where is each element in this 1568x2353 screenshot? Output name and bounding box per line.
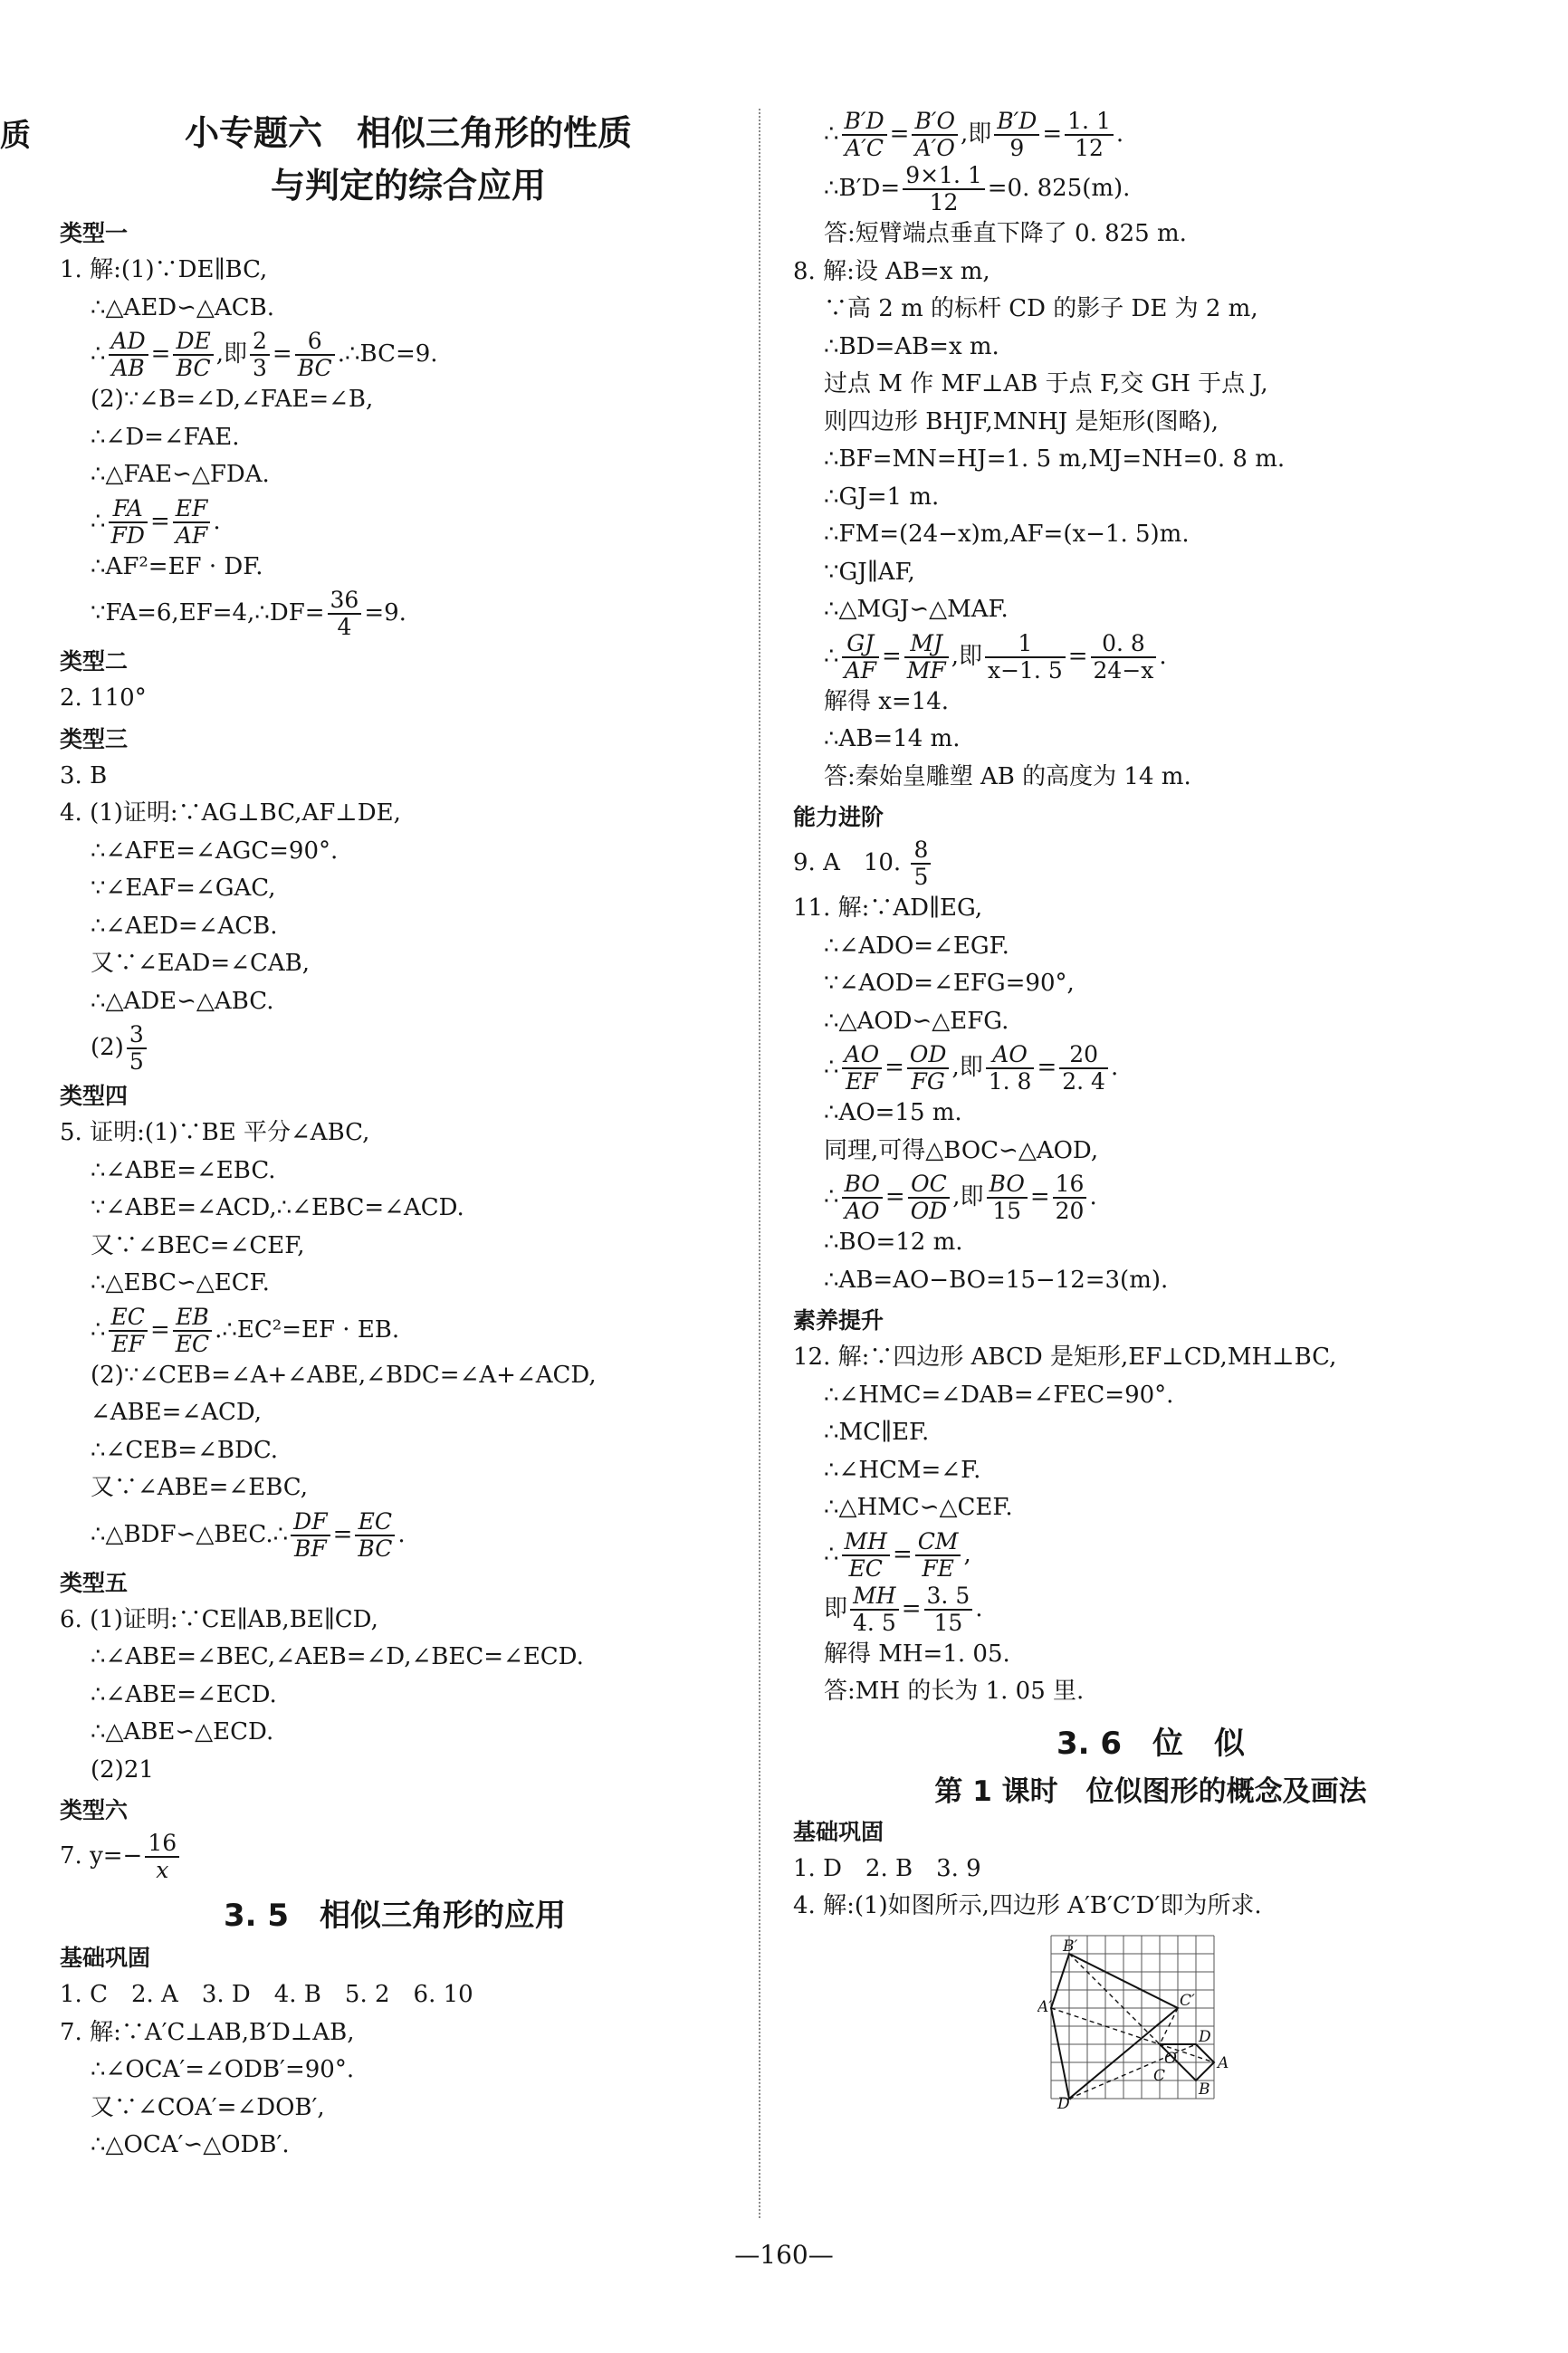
fraction [908, 1172, 951, 1224]
answer-line: ∵∠ABE=∠ACD,∴∠EBC=∠ACD. [91, 1194, 464, 1221]
text: = [149, 1315, 170, 1344]
fraction [173, 1305, 212, 1357]
fraction [912, 109, 958, 161]
answer-line: 又∵∠BEC=∠CEF, [91, 1231, 305, 1259]
text: = [1029, 1183, 1050, 1210]
answer-line: 4. 解:(1)如图所示,四边形 A′B′C′D′即为所求. [793, 1892, 1262, 1919]
answer-line: 1. 解:(1)∵DE∥BC, [60, 256, 268, 283]
answer-line: ∴∠AED=∠ACB. [91, 912, 278, 940]
text: = [272, 340, 292, 368]
numerator: 36 [328, 588, 362, 615]
label-a-prime: A′ [1037, 1997, 1053, 2016]
answer-line: (2)∵∠B=∠D,∠FAE=∠B, [91, 386, 374, 413]
denominator: 15 [992, 1198, 1022, 1224]
answer-line: ∴△ADE∽△ABC. [91, 987, 274, 1015]
answer-line: 4. (1)证明:∵AG⊥BC,AF⊥DE, [60, 799, 401, 827]
text: ∴B′D= [824, 175, 901, 202]
numerator: AO [986, 1042, 1035, 1069]
fraction [842, 1172, 883, 1224]
numerator: BO [987, 1172, 1028, 1199]
fraction [842, 1042, 883, 1095]
numerator: EB [173, 1305, 212, 1332]
denominator: x [156, 1857, 169, 1883]
answer-line-fraction [60, 1829, 730, 1883]
answer-line: ∴FM=(24−x)m,AF=(x−1. 5)m. [824, 521, 1190, 548]
page-number: —160— [734, 2240, 834, 2270]
numerator: 20 [1059, 1042, 1108, 1069]
text: , [963, 1540, 971, 1568]
answer-line: 1. D 2. B 3. 9 [793, 1854, 981, 1882]
text: ,即 [952, 1183, 984, 1210]
fraction [842, 631, 879, 684]
answer-line: 解得 x=14. [824, 687, 950, 715]
text: = [892, 1540, 913, 1568]
answer-line: 过点 M 作 MF⊥AB 于点 F,交 GH 于点 J, [824, 370, 1268, 397]
denominator: 20 [1055, 1198, 1085, 1224]
answer-line: ∴△MGJ∽△MAF. [824, 596, 1009, 623]
text: ,即 [951, 642, 982, 670]
numerator: 3 [127, 1022, 147, 1049]
fraction [145, 1831, 179, 1883]
text: ,即 [215, 340, 248, 368]
text: ∴ [824, 1054, 839, 1081]
fraction [1053, 1172, 1087, 1224]
fraction [842, 1529, 890, 1582]
fraction [1059, 1042, 1108, 1095]
text: 即 [824, 1594, 848, 1622]
column-divider [759, 109, 760, 2218]
fraction [850, 1583, 899, 1636]
text: 9. A 10. [793, 849, 909, 876]
text: =0. 825(m). [987, 175, 1131, 202]
answer-line: 又∵∠EAD=∠CAB, [91, 950, 310, 977]
fraction [173, 496, 211, 549]
answer-line: ∴AF²=EF · DF. [91, 552, 263, 580]
numerator: CM [915, 1529, 961, 1556]
denominator: 4. 5 [853, 1609, 896, 1636]
fraction [907, 1042, 950, 1095]
denominator: A′O [914, 135, 955, 161]
text: ∴ [824, 120, 839, 148]
answer-line: ∴△ABE∽△ECD. [91, 1718, 274, 1746]
fraction [355, 1509, 395, 1562]
numerator: DF [291, 1509, 330, 1536]
text: = [150, 340, 171, 368]
answer-line-fraction [793, 1582, 1508, 1636]
fraction [911, 837, 931, 890]
fraction [986, 1042, 1035, 1095]
numerator: EC [109, 1305, 148, 1332]
denominator: EC [848, 1554, 883, 1582]
fraction [903, 163, 985, 215]
answer-line: ∴∠CEB=∠BDC. [91, 1436, 279, 1464]
text: . [1089, 1183, 1097, 1210]
text: ∴ [824, 1540, 839, 1568]
text: . [975, 1594, 983, 1622]
denominator: AB [111, 355, 145, 381]
answer-line: 解得 MH=1. 05. [824, 1640, 1010, 1668]
fraction [109, 1305, 148, 1357]
fraction [842, 109, 887, 161]
answer-line-fraction [793, 1040, 1508, 1095]
fraction [1065, 109, 1114, 161]
text: . [397, 1520, 406, 1548]
answer-line: 8. 解:设 AB=x m, [793, 257, 990, 285]
section-heading-3-5: 3. 5 相似三角形的应用 [223, 1898, 567, 1934]
answer-line-fraction [793, 107, 1508, 161]
fraction [109, 329, 148, 381]
text: = [332, 1520, 353, 1548]
answer-line: 又∵∠ABE=∠EBC, [91, 1474, 309, 1501]
denominator: EF [846, 1068, 878, 1095]
denominator: AF [844, 656, 876, 684]
text: . [1159, 642, 1167, 670]
answer-line: ∴∠OCA′=∠ODB′=90°. [91, 2056, 355, 2083]
answer-line: ∴GJ=1 m. [824, 483, 940, 511]
text: ∴ [91, 340, 106, 368]
answer-line: 同理,可得△BOC∽△AOD, [824, 1136, 1099, 1164]
answer-line: ∠ABE=∠ACD, [91, 1399, 263, 1426]
denominator: AO [844, 1198, 880, 1224]
answer-line: 答:秦始皇雕塑 AB 的高度为 14 m. [824, 762, 1191, 790]
denominator: FG [911, 1068, 945, 1095]
lesson-title: 第 1 课时 位似图形的概念及画法 [934, 1774, 1367, 1808]
text: . [1115, 120, 1124, 148]
denominator: OD [910, 1198, 948, 1224]
answer-line: ∴BF=MN=HJ=1. 5 m,MJ=NH=0. 8 m. [824, 445, 1286, 473]
numerator: DE [173, 329, 213, 356]
type-heading-3: 类型三 [60, 725, 129, 752]
section-title-line-2: 与判定的综合应用 [270, 166, 546, 206]
answer-line: (2)21 [91, 1755, 154, 1784]
denominator: AF [175, 521, 208, 549]
numerator: B′D [842, 109, 887, 136]
numerator: MJ [904, 631, 949, 658]
numerator: 0. 8 [1091, 631, 1157, 658]
numerator: EF [173, 496, 211, 523]
denominator: FD [110, 521, 145, 549]
text: 7. y=− [60, 1842, 143, 1870]
fraction [291, 1509, 330, 1562]
subsection-heading: 能力进阶 [793, 804, 884, 830]
label-d: D [1199, 2027, 1211, 2046]
numerator: MH [850, 1583, 899, 1611]
denominator: 9 [1009, 135, 1025, 161]
answer-line: ∵高 2 m 的标杆 CD 的影子 DE 为 2 m, [824, 295, 1258, 322]
denominator: EC [175, 1330, 210, 1357]
fraction [987, 1172, 1028, 1224]
type-heading-2: 类型二 [60, 648, 129, 674]
type-heading-5: 类型五 [60, 1569, 129, 1596]
answer-line-fraction [60, 1020, 730, 1075]
denominator: 2. 4 [1062, 1068, 1105, 1095]
answer-line: ∴△OCA′∽△ODB′. [91, 2131, 290, 2158]
fraction [250, 329, 270, 381]
text: (2) [91, 1034, 124, 1061]
text: = [901, 1594, 922, 1622]
text: ,即 [951, 1054, 983, 1081]
answer-line: ∴△AOD∽△EFG. [824, 1007, 1009, 1035]
denominator: FE [922, 1554, 954, 1582]
answer-line: ∴∠D=∠FAE. [91, 423, 240, 451]
answer-line: 3. B [60, 761, 108, 789]
fraction [127, 1022, 147, 1075]
type-heading-1: 类型一 [60, 220, 129, 246]
fraction [915, 1529, 961, 1582]
label-c-prime: C′ [1180, 1991, 1195, 2010]
answer-line-fraction [793, 629, 1508, 684]
text: .∴BC=9. [337, 340, 438, 368]
answer-line: ∴AO=15 m. [824, 1099, 962, 1126]
answer-line: ∴△HMC∽△CEF. [824, 1494, 1013, 1521]
numerator: BO [842, 1172, 883, 1199]
answer-line: (2)∵∠CEB=∠A+∠ABE,∠BDC=∠A+∠ACD, [91, 1361, 597, 1389]
answer-line: 2. 110° [60, 684, 147, 712]
answer-line: 答:短臂端点垂直下降了 0. 825 m. [824, 220, 1187, 247]
text: ,即 [960, 120, 992, 148]
answer-line: ∴MC∥EF. [824, 1419, 930, 1446]
label-a: A [1218, 2053, 1229, 2072]
answer-line: 7. 解:∵A′C⊥AB,B′D⊥AB, [60, 2018, 355, 2046]
denominator: 4 [337, 614, 352, 640]
text: . [1110, 1054, 1119, 1081]
answer-line: ∴AB=14 m. [824, 725, 961, 752]
text: ∴ [91, 507, 106, 535]
answer-line: ∴∠ABE=∠BEC,∠AEB=∠D,∠BEC=∠ECD. [91, 1643, 584, 1670]
numerator: B′O [912, 109, 958, 136]
fraction [904, 631, 949, 684]
answer-line: ∴∠HMC=∠DAB=∠FEC=90°. [824, 1381, 1174, 1409]
answer-line: ∵GJ∥AF, [824, 558, 915, 586]
text: ∵FA=6,EF=4,∴DF= [91, 599, 325, 627]
answer-line: 12. 解:∵四边形 ABCD 是矩形,EF⊥CD,MH⊥BC, [793, 1344, 1337, 1371]
text: = [1067, 642, 1088, 670]
answer-line: 1. C 2. A 3. D 4. B 5. 2 6. 10 [60, 1981, 473, 2008]
label-b-prime: B′ [1063, 1937, 1078, 1956]
type-heading-6: 类型六 [60, 1797, 129, 1823]
denominator: BF [294, 1535, 327, 1562]
numerator: 9×1. 1 [903, 163, 985, 190]
denominator: EF [111, 1330, 145, 1357]
text: = [884, 1054, 904, 1081]
numerator: 16 [1053, 1172, 1087, 1199]
denominator: 12 [929, 189, 959, 215]
numerator: OD [907, 1042, 950, 1069]
answer-line: ∵∠AOD=∠EFG=90°, [824, 970, 1075, 997]
answer-line-fraction [793, 161, 1508, 215]
denominator: 3 [253, 355, 267, 381]
subsection-heading: 素养提升 [793, 1307, 884, 1334]
denominator: 5 [913, 864, 929, 890]
page-edge-character: 质 [0, 118, 31, 154]
type-heading-4: 类型四 [60, 1083, 129, 1109]
answer-line-fraction [793, 1170, 1508, 1224]
numerator: 8 [911, 837, 931, 865]
answer-line: 5. 证明:(1)∵BE 平分∠ABC, [60, 1119, 370, 1146]
numerator: B′D [994, 109, 1039, 136]
fraction [173, 329, 213, 381]
text: . [213, 507, 221, 535]
answer-line-fraction [60, 1303, 730, 1357]
answer-line: 11. 解:∵AD∥EG, [793, 894, 983, 922]
answer-line: ∴∠ABE=∠EBC. [91, 1156, 276, 1184]
numerator: 2 [250, 329, 270, 356]
denominator: 1. 8 [988, 1068, 1032, 1095]
answer-line: ∴△AED∽△ACB. [91, 293, 274, 321]
answer-line: ∵∠EAF=∠GAC, [91, 875, 276, 902]
answer-line-fraction [60, 327, 730, 381]
fraction [295, 329, 335, 381]
denominator: BC [358, 1535, 393, 1562]
numerator: AD [109, 329, 148, 356]
subsection-heading: 基础巩固 [60, 1945, 151, 1971]
answer-line: ∴BD=AB=x m. [824, 332, 999, 360]
answer-line: ∴∠ABE=∠ECD. [91, 1680, 277, 1708]
section-heading-3-6: 3. 6 位 似 [1056, 1725, 1246, 1762]
numerator: 16 [145, 1831, 179, 1858]
fraction [328, 588, 362, 640]
answer-line: ∴AB=AO−BO=15−12=3(m). [824, 1266, 1169, 1294]
text: = [149, 507, 170, 535]
numerator: 1. 1 [1065, 109, 1114, 136]
denominator: MF [906, 656, 946, 684]
fraction [1091, 631, 1157, 684]
fraction [994, 109, 1039, 161]
text: = [889, 120, 910, 148]
denominator: 15 [933, 1609, 963, 1636]
answer-line: ∴△EBC∽△ECF. [91, 1269, 270, 1296]
answer-line: ∴∠ADO=∠EGF. [824, 932, 1009, 960]
numerator: OC [908, 1172, 951, 1199]
denominator: BC [297, 355, 332, 381]
answer-line: ∴△FAE∽△FDA. [91, 461, 270, 488]
numerator: 1 [985, 631, 1066, 658]
fraction [985, 631, 1066, 684]
answer-line-fraction [793, 1527, 1508, 1582]
denominator: 24−x [1093, 656, 1154, 684]
denominator: 12 [1075, 135, 1104, 161]
answer-line: 答:MH 的长为 1. 05 里. [824, 1678, 1085, 1705]
label-b: B [1199, 2080, 1210, 2099]
left-column [60, 107, 730, 2165]
denominator: x−1. 5 [987, 656, 1063, 684]
denominator: 5 [129, 1048, 144, 1075]
text: = [884, 1183, 905, 1210]
text: ∴ [824, 642, 839, 670]
answer-line: ∴∠HCM=∠F. [824, 1456, 981, 1484]
answer-line-fraction [793, 836, 1508, 890]
answer-line-fraction [60, 494, 730, 549]
section-title-line-1: 小专题六 相似三角形的性质 [184, 113, 632, 153]
numerator: EC [355, 1509, 395, 1536]
text: ∴△BDF∽△BEC.∴ [91, 1520, 289, 1548]
label-o: O [1164, 2049, 1177, 2068]
label-c: C [1153, 2066, 1166, 2085]
answer-line: 则四边形 BHJF,MNHJ 是矩形(图略), [824, 407, 1219, 435]
label-d-prime: D′ [1057, 2094, 1074, 2109]
right-column [793, 107, 1508, 2109]
text: .∴EC²=EF · EB. [215, 1315, 400, 1344]
fraction [924, 1583, 973, 1636]
text: = [881, 642, 902, 670]
numerator: AO [842, 1042, 883, 1069]
text: = [1037, 1054, 1057, 1081]
text: = [1042, 120, 1063, 148]
numerator: 3. 5 [924, 1583, 973, 1611]
answer-line: ∴BO=12 m. [824, 1229, 963, 1256]
text: =9. [364, 599, 406, 627]
homothety-grid-figure [1037, 1931, 1246, 2109]
subsection-heading: 基础巩固 [793, 1818, 884, 1845]
answer-line-fraction [60, 586, 730, 640]
text: ∴ [91, 1315, 106, 1344]
numerator: GJ [842, 631, 879, 658]
numerator: MH [842, 1529, 890, 1556]
numerator: 6 [295, 329, 335, 356]
denominator: A′C [845, 135, 884, 161]
text: ∴ [824, 1183, 839, 1210]
answer-line-fraction [60, 1507, 730, 1562]
answer-line: 又∵∠COA′=∠DOB′, [91, 2093, 325, 2121]
fraction [109, 496, 148, 549]
answer-line: ∴∠AFE=∠AGC=90°. [91, 837, 339, 865]
numerator: FA [109, 496, 148, 523]
answer-line: 6. (1)证明:∵CE∥AB,BE∥CD, [60, 1605, 378, 1633]
denominator: BC [176, 355, 211, 381]
